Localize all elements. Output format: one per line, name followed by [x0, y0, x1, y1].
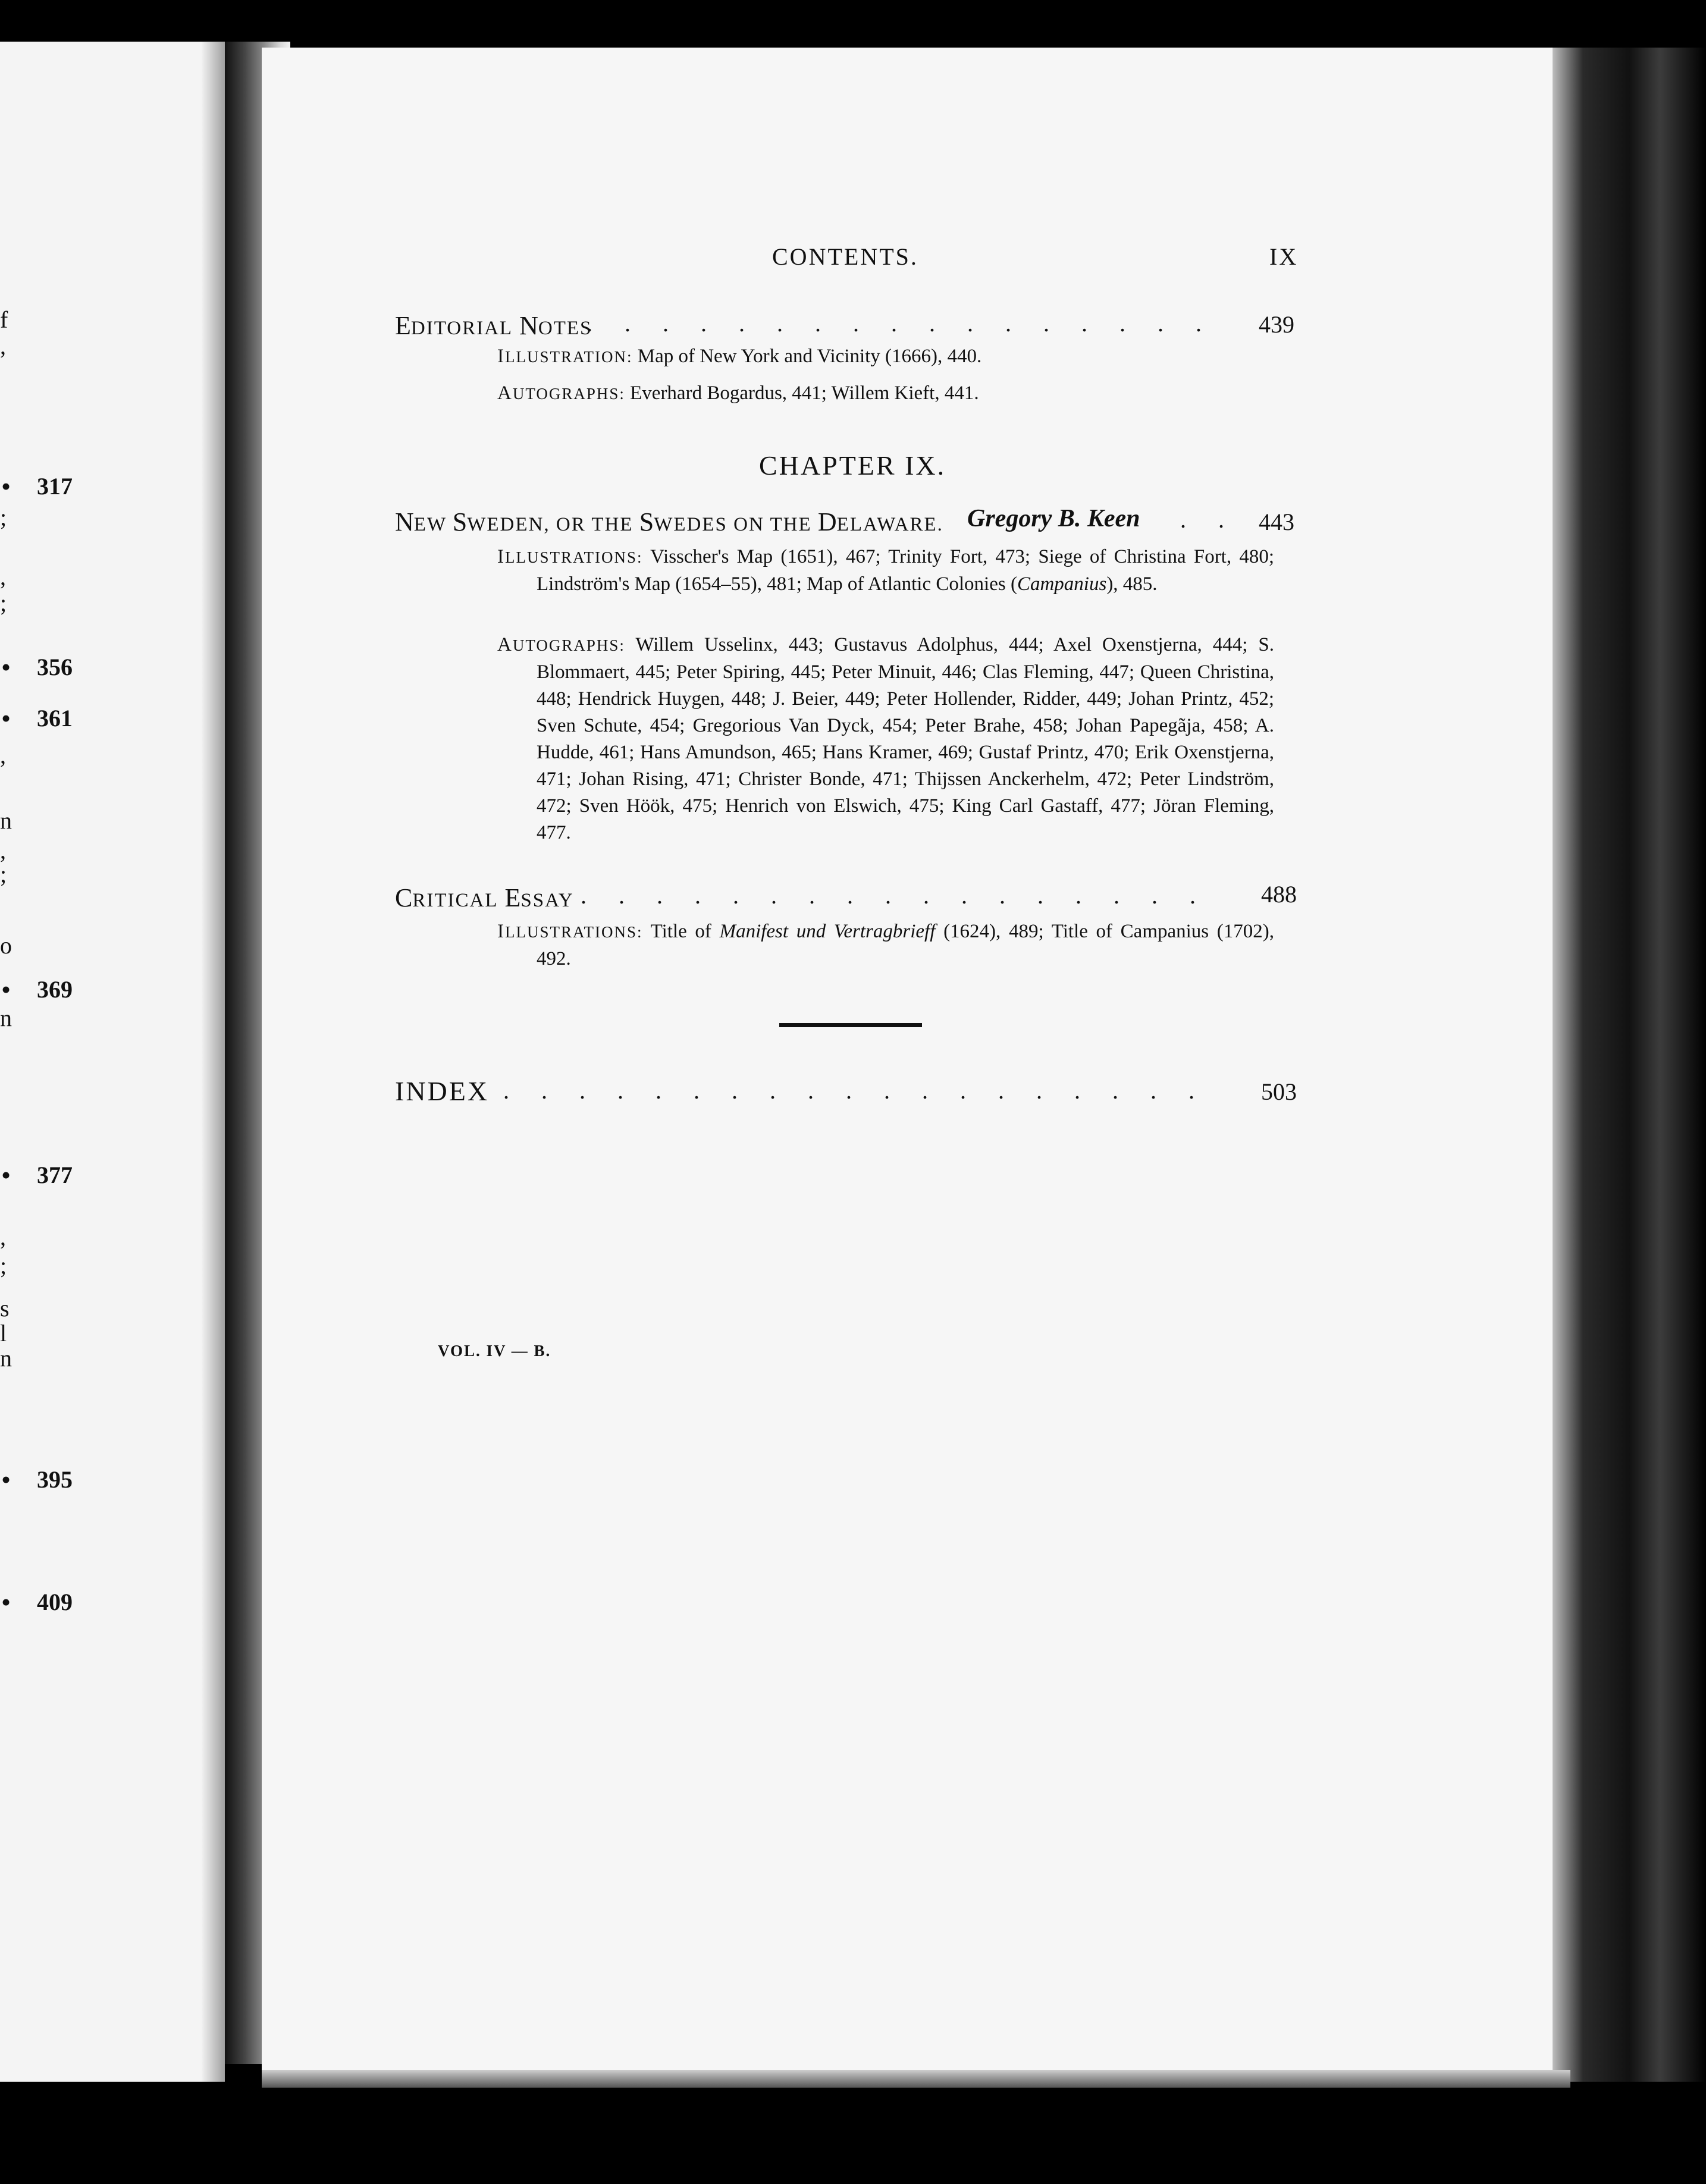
volume-signature: VOL. IV — B.	[438, 1342, 551, 1360]
left-page-mark: f	[0, 306, 8, 333]
illustration-label: ILLUSTRATION:	[497, 346, 633, 367]
critical-essay-illustrations-paragraph	[497, 918, 1274, 972]
left-page-mark: ,	[0, 837, 6, 864]
left-page-mark: n	[0, 807, 12, 834]
illustrations-label: ILLUSTRATIONS:	[497, 546, 643, 567]
title-initial: N	[519, 311, 538, 340]
title-initial: E	[504, 883, 521, 912]
left-page-gutter-shadow	[201, 42, 225, 2082]
left-page-number: 369	[37, 976, 73, 1003]
left-page-number: 377	[37, 1162, 73, 1188]
left-page-mark: o	[0, 932, 12, 959]
left-page-mark: n	[0, 1005, 12, 1031]
entry-page-number: 443	[1259, 509, 1294, 535]
left-page-mark: ,	[0, 563, 6, 590]
title-smallcaps: EW	[413, 514, 453, 535]
entry-page-number: 488	[1261, 881, 1297, 908]
title-smallcaps: WEDEN, OR THE	[467, 514, 639, 535]
title-initial: C	[395, 883, 413, 912]
left-page-mark: ;	[0, 589, 7, 616]
illustrations-italic: Campanius	[1017, 573, 1107, 595]
entry-page-number: 439	[1259, 311, 1294, 338]
section-divider-rule	[779, 1023, 922, 1027]
left-page-number: 409	[37, 1589, 73, 1615]
left-page-dot: •	[1, 1587, 11, 1617]
autographs-text: Willem Usselinx, 443; Gustavus Adolphus, 444; Axel Oxenstjerna, 444; S. Blommaert, 445; Peter Spiring, 445; Peter Minuit, 446; Clas Fleming, 447; Queen Christina, 448; Hendrick Huygen, 448; J. Beier, 449; Peter Hollender, Ridder, 449; Johan Printz, 452; Sven Schute, 454; Gregorious Van Dyck, 454; Peter Brahe, 458; Johan Papegãja, 458; A. Hudde, 461; Hans Amundson, 465; Hans Kramer, 469; Gustaf Printz, 470; Erik Oxenstjerna, 471; Johan Rising, 471; Christer Bonde, 471; Thijssen Anckerhelm, 472; Peter Lindström, 472; Sven Höök, 475; Henrich von Elswich, 475; King Carl Gastaff, 477; Jöran Fleming, 477.	[537, 634, 1275, 843]
title-smallcaps: RITICAL	[412, 890, 498, 911]
chapter-author: Gregory B. Keen	[967, 505, 1140, 532]
entry-page-number: 503	[1261, 1078, 1297, 1105]
left-page-dot: •	[1, 1464, 11, 1495]
editorial-notes-title	[395, 310, 592, 341]
title-smallcaps: DITORIAL	[410, 318, 513, 339]
left-page-mark: ;	[0, 861, 7, 887]
left-page-number: 361	[37, 705, 73, 732]
left-page-mark: n	[0, 1345, 12, 1372]
dot-leader: . . . . . . . . . . . . . . . . .	[581, 883, 1209, 909]
illustration-text: Map of New York and Vicinity (1666), 440.	[637, 346, 982, 367]
autographs-label: AUTOGRAPHS:	[497, 382, 625, 404]
running-head-title: CONTENTS.	[772, 243, 918, 270]
left-page-mark: s	[0, 1295, 10, 1322]
title-initial: S	[639, 507, 654, 536]
title-smallcaps: OTES	[538, 318, 592, 339]
left-page-dot: •	[1, 703, 11, 733]
critical-essay-title	[395, 883, 574, 913]
left-page-dot: •	[1, 652, 11, 682]
autographs-text: Everhard Bogardus, 441; Willem Kieft, 441.	[630, 382, 979, 404]
illustrations-text-end: (1624), 489; Title of Campanius (1702), 492.	[537, 921, 1275, 969]
left-page-number: 356	[37, 654, 73, 680]
autographs-label: AUTOGRAPHS:	[497, 634, 625, 655]
left-page-mark: ,	[0, 742, 6, 768]
title-smallcaps: WEDES ON THE	[654, 514, 818, 535]
title-initial: D	[817, 507, 837, 536]
left-page-mark: ,	[0, 332, 6, 359]
illustrations-text: Visscher's Map (1651), 467; Trinity Fort, 473; Siege of Christina Fort, 480; Lindström's Map (1654–55), 481; Map of Atlantic Colonies (	[537, 546, 1275, 595]
page-block-edge	[1553, 48, 1706, 2082]
running-head-page-numeral: IX	[1269, 243, 1299, 270]
left-facing-page	[0, 42, 225, 2082]
illustration-line	[497, 343, 981, 371]
dot-leader: . . . . . . . . . . . . . . . . .	[587, 310, 1215, 337]
title-initial: N	[395, 507, 414, 536]
title-initial: S	[452, 507, 468, 536]
dot-leader: . .	[1180, 507, 1237, 533]
left-page-dot: •	[1, 974, 11, 1005]
left-page-dot: •	[1, 1160, 11, 1190]
left-page-mark: ,	[0, 1223, 6, 1250]
left-page-dot: •	[1, 471, 11, 501]
title-smallcaps: ELAWARE.	[836, 514, 943, 535]
left-page-mark: ;	[0, 504, 7, 531]
illustrations-text-end: ), 485.	[1106, 573, 1158, 595]
dot-leader: . . . . . . . . . . . . . . . . . . .	[503, 1078, 1208, 1104]
page-bottom-edge	[262, 2070, 1570, 2088]
chapter-heading: CHAPTER IX.	[759, 450, 946, 481]
autographs-line	[497, 379, 979, 407]
left-page-number: 317	[37, 473, 73, 500]
title-smallcaps: SSAY	[520, 890, 574, 911]
chapter-autographs-paragraph	[497, 632, 1274, 846]
chapter-illustrations-paragraph	[497, 544, 1274, 598]
title-initial: E	[395, 311, 411, 340]
left-page-mark: l	[0, 1320, 7, 1347]
chapter-title	[395, 507, 943, 537]
illustrations-text: Title of	[650, 921, 711, 942]
index-title: INDEX	[395, 1076, 490, 1106]
left-page-mark: ;	[0, 1252, 7, 1279]
left-page-number: 395	[37, 1466, 73, 1493]
illustrations-italic: Manifest und Vertragbrieff	[719, 921, 936, 942]
illustrations-label: ILLUSTRATIONS:	[497, 921, 643, 942]
